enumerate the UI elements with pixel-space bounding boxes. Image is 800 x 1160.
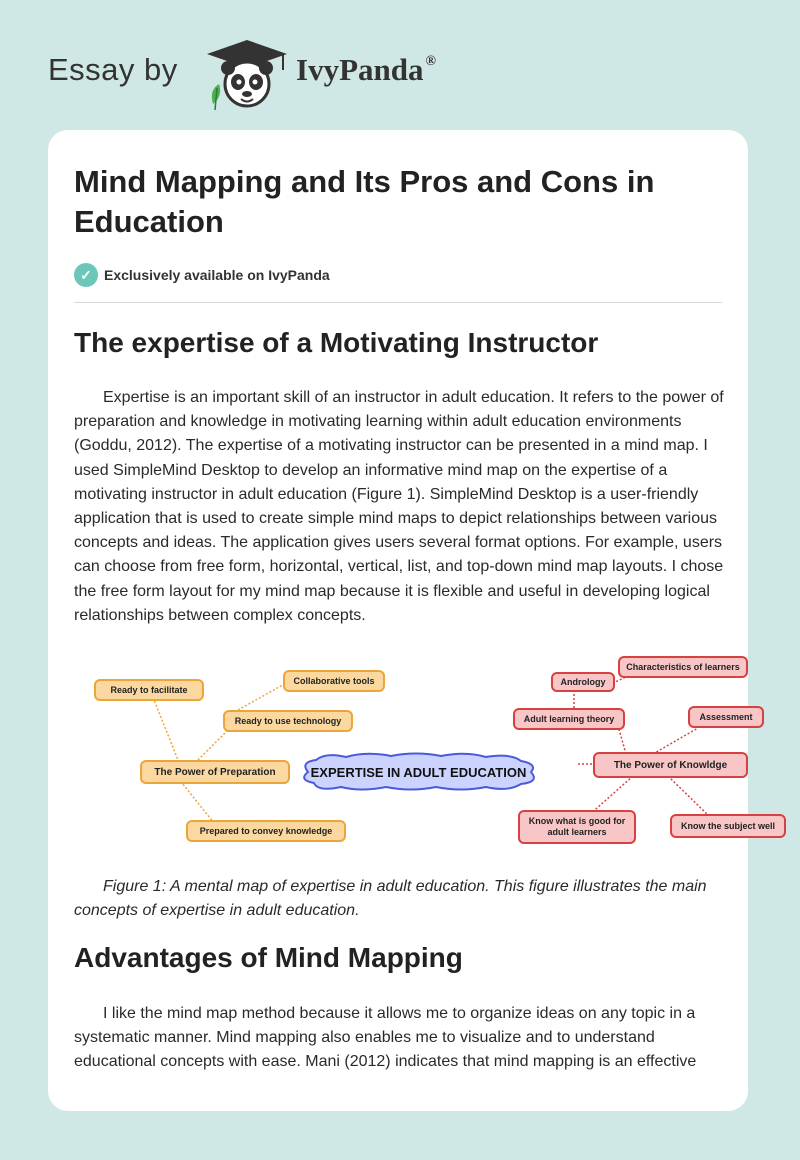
mind-map-node: Ready to facilitate	[94, 679, 204, 701]
section-heading-expertise: The expertise of a Motivating Instructor	[74, 327, 599, 358]
mind-map-hub-preparation: The Power of Preparation	[140, 760, 290, 784]
badge-label: Exclusively available on IvyPanda	[104, 267, 330, 283]
mind-map-node: Know what is good for adult learners	[518, 810, 636, 844]
section-paragraph-advantages: I like the mind map method because it allows me to organize ideas on any topic in a systematic manner. Mind mapping also enables me to visualize and to understand educational concepts with ease. Mani (2012) indicates that mind mapping is an effective	[74, 1005, 697, 1071]
mind-map-node: Andrology	[551, 672, 615, 692]
panda-logo-icon[interactable]	[203, 38, 291, 110]
section-heading-advantages: Advantages of Mind Mapping	[74, 942, 463, 973]
check-icon: ✓	[74, 263, 98, 287]
brand-text: IvyPanda	[296, 52, 424, 87]
essay-by-label: Essay by	[48, 52, 178, 87]
mind-map-connectors	[88, 648, 738, 848]
mind-map-node: Adult learning theory	[513, 708, 625, 730]
section-paragraph-expertise: Expertise is an important skill of an instructor in adult education. It refers to the power of preparation and knowledge in motivating learning within adult education environments (Goddu, 2012). The expertise of a motivating instructor can be presented in a mind map. I used SimpleMind Desktop to develop an informative mind map on the expertise of a motivating instructor in adult education (Figure 1). SimpleMind Desktop is a user-friendly application that is used to create simple mind maps to depict relationships between various concepts and ideas. The application gives users several format options. For example, users can choose from free form, horizontal, vertical, list, and top-down mind map layouts. I chose the free form layout for my mind map because it is flexible and useful in developing logical relationships between complex concepts.	[74, 389, 724, 624]
mind-map-node: Prepared to convey knowledge	[186, 820, 346, 842]
mind-map-hub-knowledge: The Power of Knowldge	[593, 752, 748, 778]
figure-caption: Figure 1: A mental map of expertise in adult education. This figure illustrates the main concepts of expertise in adult education.	[74, 878, 707, 919]
mind-map-node: Know the subject well	[670, 814, 786, 838]
brand-name[interactable]	[296, 52, 436, 88]
exclusive-badge	[74, 263, 330, 287]
article-title: Mind Mapping and Its Pros and Cons in Education	[74, 164, 655, 239]
divider	[74, 302, 722, 303]
registered-mark: ®	[425, 54, 436, 69]
mind-map-node: Collaborative tools	[283, 670, 385, 692]
mind-map-center: EXPERTISE IN ADULT EDUCATION	[310, 764, 527, 780]
article-card	[48, 130, 775, 1111]
mind-map-node: Characteristics of learners	[618, 656, 748, 678]
mind-map-figure	[88, 648, 775, 848]
mind-map-node: Assessment	[688, 706, 764, 728]
mind-map-node: Ready to use technology	[223, 710, 353, 732]
site-header	[0, 0, 800, 130]
